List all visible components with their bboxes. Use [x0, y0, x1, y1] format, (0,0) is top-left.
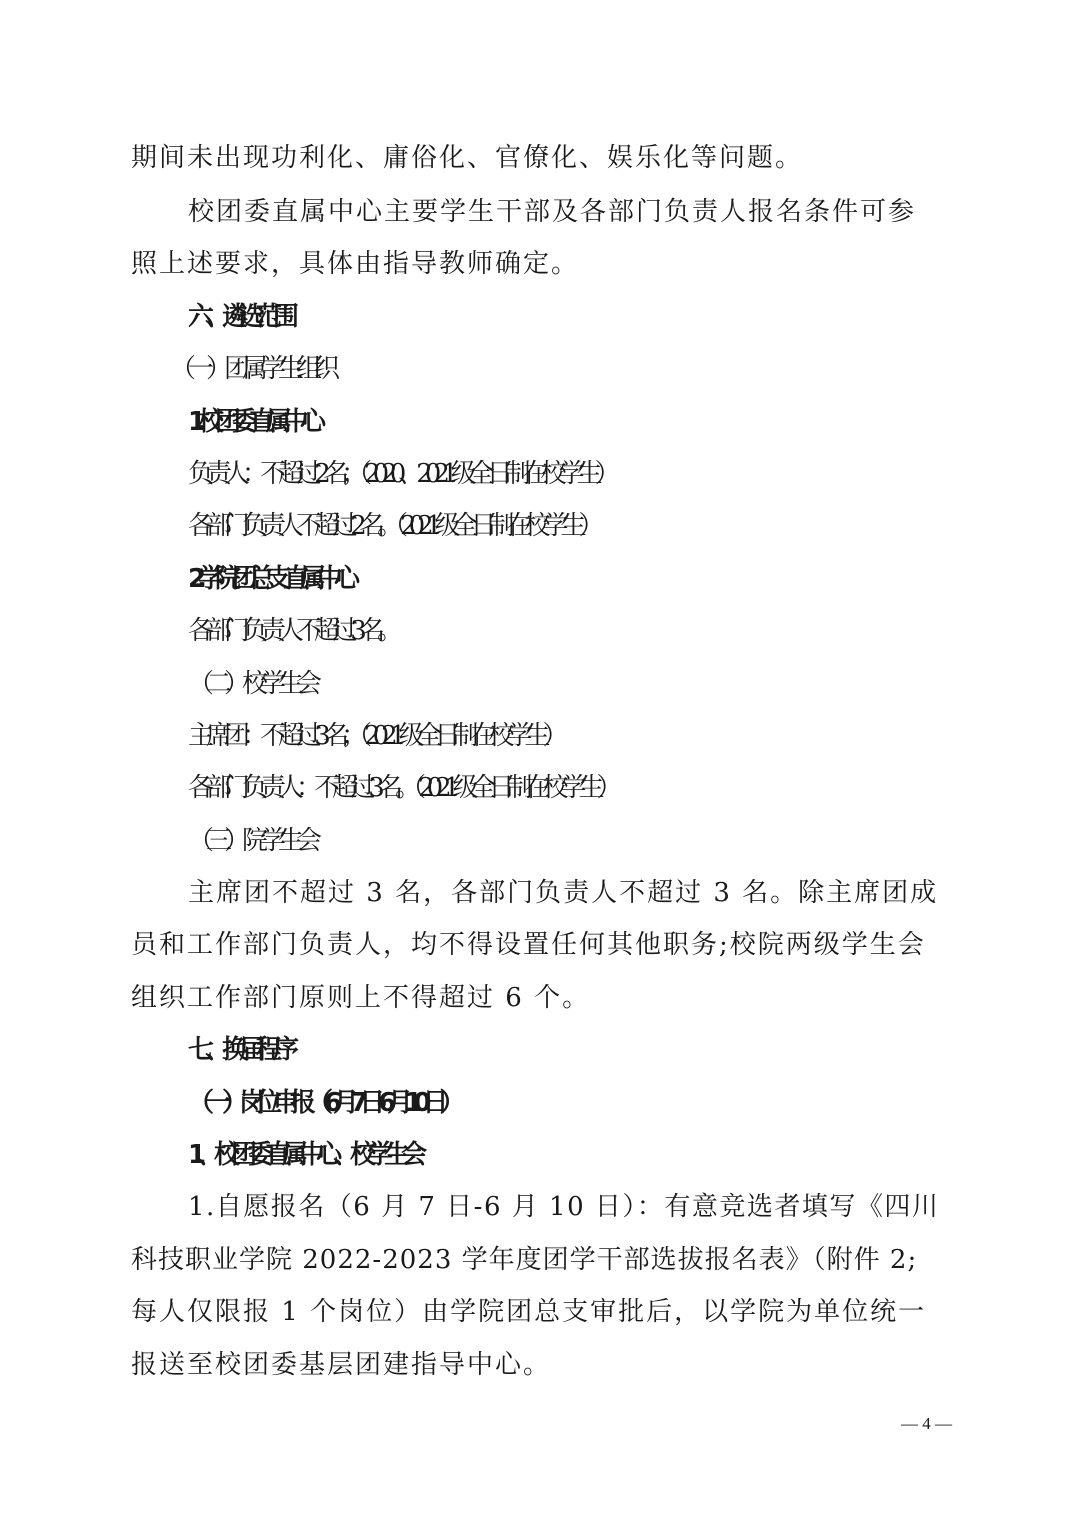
paragraph-line: 各部门负责人不超过 2 名。（2021 级全日制在校学生）	[188, 511, 597, 541]
paragraph-line: 科技职业学院 2022-2023 学年度团学干部选拔报名表》（附件 2;	[131, 1245, 918, 1275]
section-heading: 六、遴选范围	[188, 302, 291, 332]
item-heading: 1、校团委直属中心、校学生会	[188, 1140, 419, 1170]
subsection-heading: （一）岗位申报（6 月 7 日-6 月 10 日）	[188, 1088, 457, 1118]
section-heading: 七、换届程序	[188, 1035, 291, 1065]
paragraph-line: 主席团不超过 3 名，各部门负责人不超过 3 名。除主席团成	[188, 878, 939, 908]
subsection-heading: （三）院学生会	[188, 826, 315, 856]
page-number: — 4 —	[901, 1414, 952, 1433]
subsection-heading: （二）校学生会	[188, 669, 315, 699]
paragraph-line: 照上述要求，具体由指导教师确定。	[131, 249, 580, 279]
subsection-heading: （一）团属学生组织	[170, 354, 333, 384]
paragraph-line: 每人仅限报 1 个岗位）由学院团总支审批后，以学院为单位统一	[131, 1297, 927, 1327]
item-heading: 1.校团委直属中心	[188, 407, 317, 437]
paragraph-line: 期间未出现功利化、庸俗化、官僚化、娱乐化等问题。	[131, 143, 804, 173]
paragraph-line: 各部门负责人不超过 3 名。	[188, 616, 396, 646]
paragraph-line: 报送至校团委基层团建指导中心。	[131, 1350, 552, 1380]
paragraph-line: 各部门负责人：不超过 3 名。（2021 级全日制在校学生）	[188, 773, 615, 803]
paragraph-line: 校团委直属中心主要学生干部及各部门负责人报名条件可参	[188, 197, 917, 227]
paragraph-line: 组织工作部门原则上不得超过 6 个。	[131, 983, 591, 1013]
paragraph-line: 员和工作部门负责人，均不得设置任何其他职务;校院两级学生会	[131, 930, 926, 960]
paragraph-line: 负责人：不超过 2 名；（2020、2021 级全日制在校学生）	[188, 459, 613, 489]
item-heading: 2.学院团总支直属中心	[188, 564, 351, 594]
paragraph-line: 主席团：不超过 3 名；（2021 级全日制在校学生）	[188, 721, 561, 751]
paragraph-line: 1.自愿报名（6 月 7 日-6 月 10 日）：有意竞选者填写《四川	[188, 1192, 940, 1222]
